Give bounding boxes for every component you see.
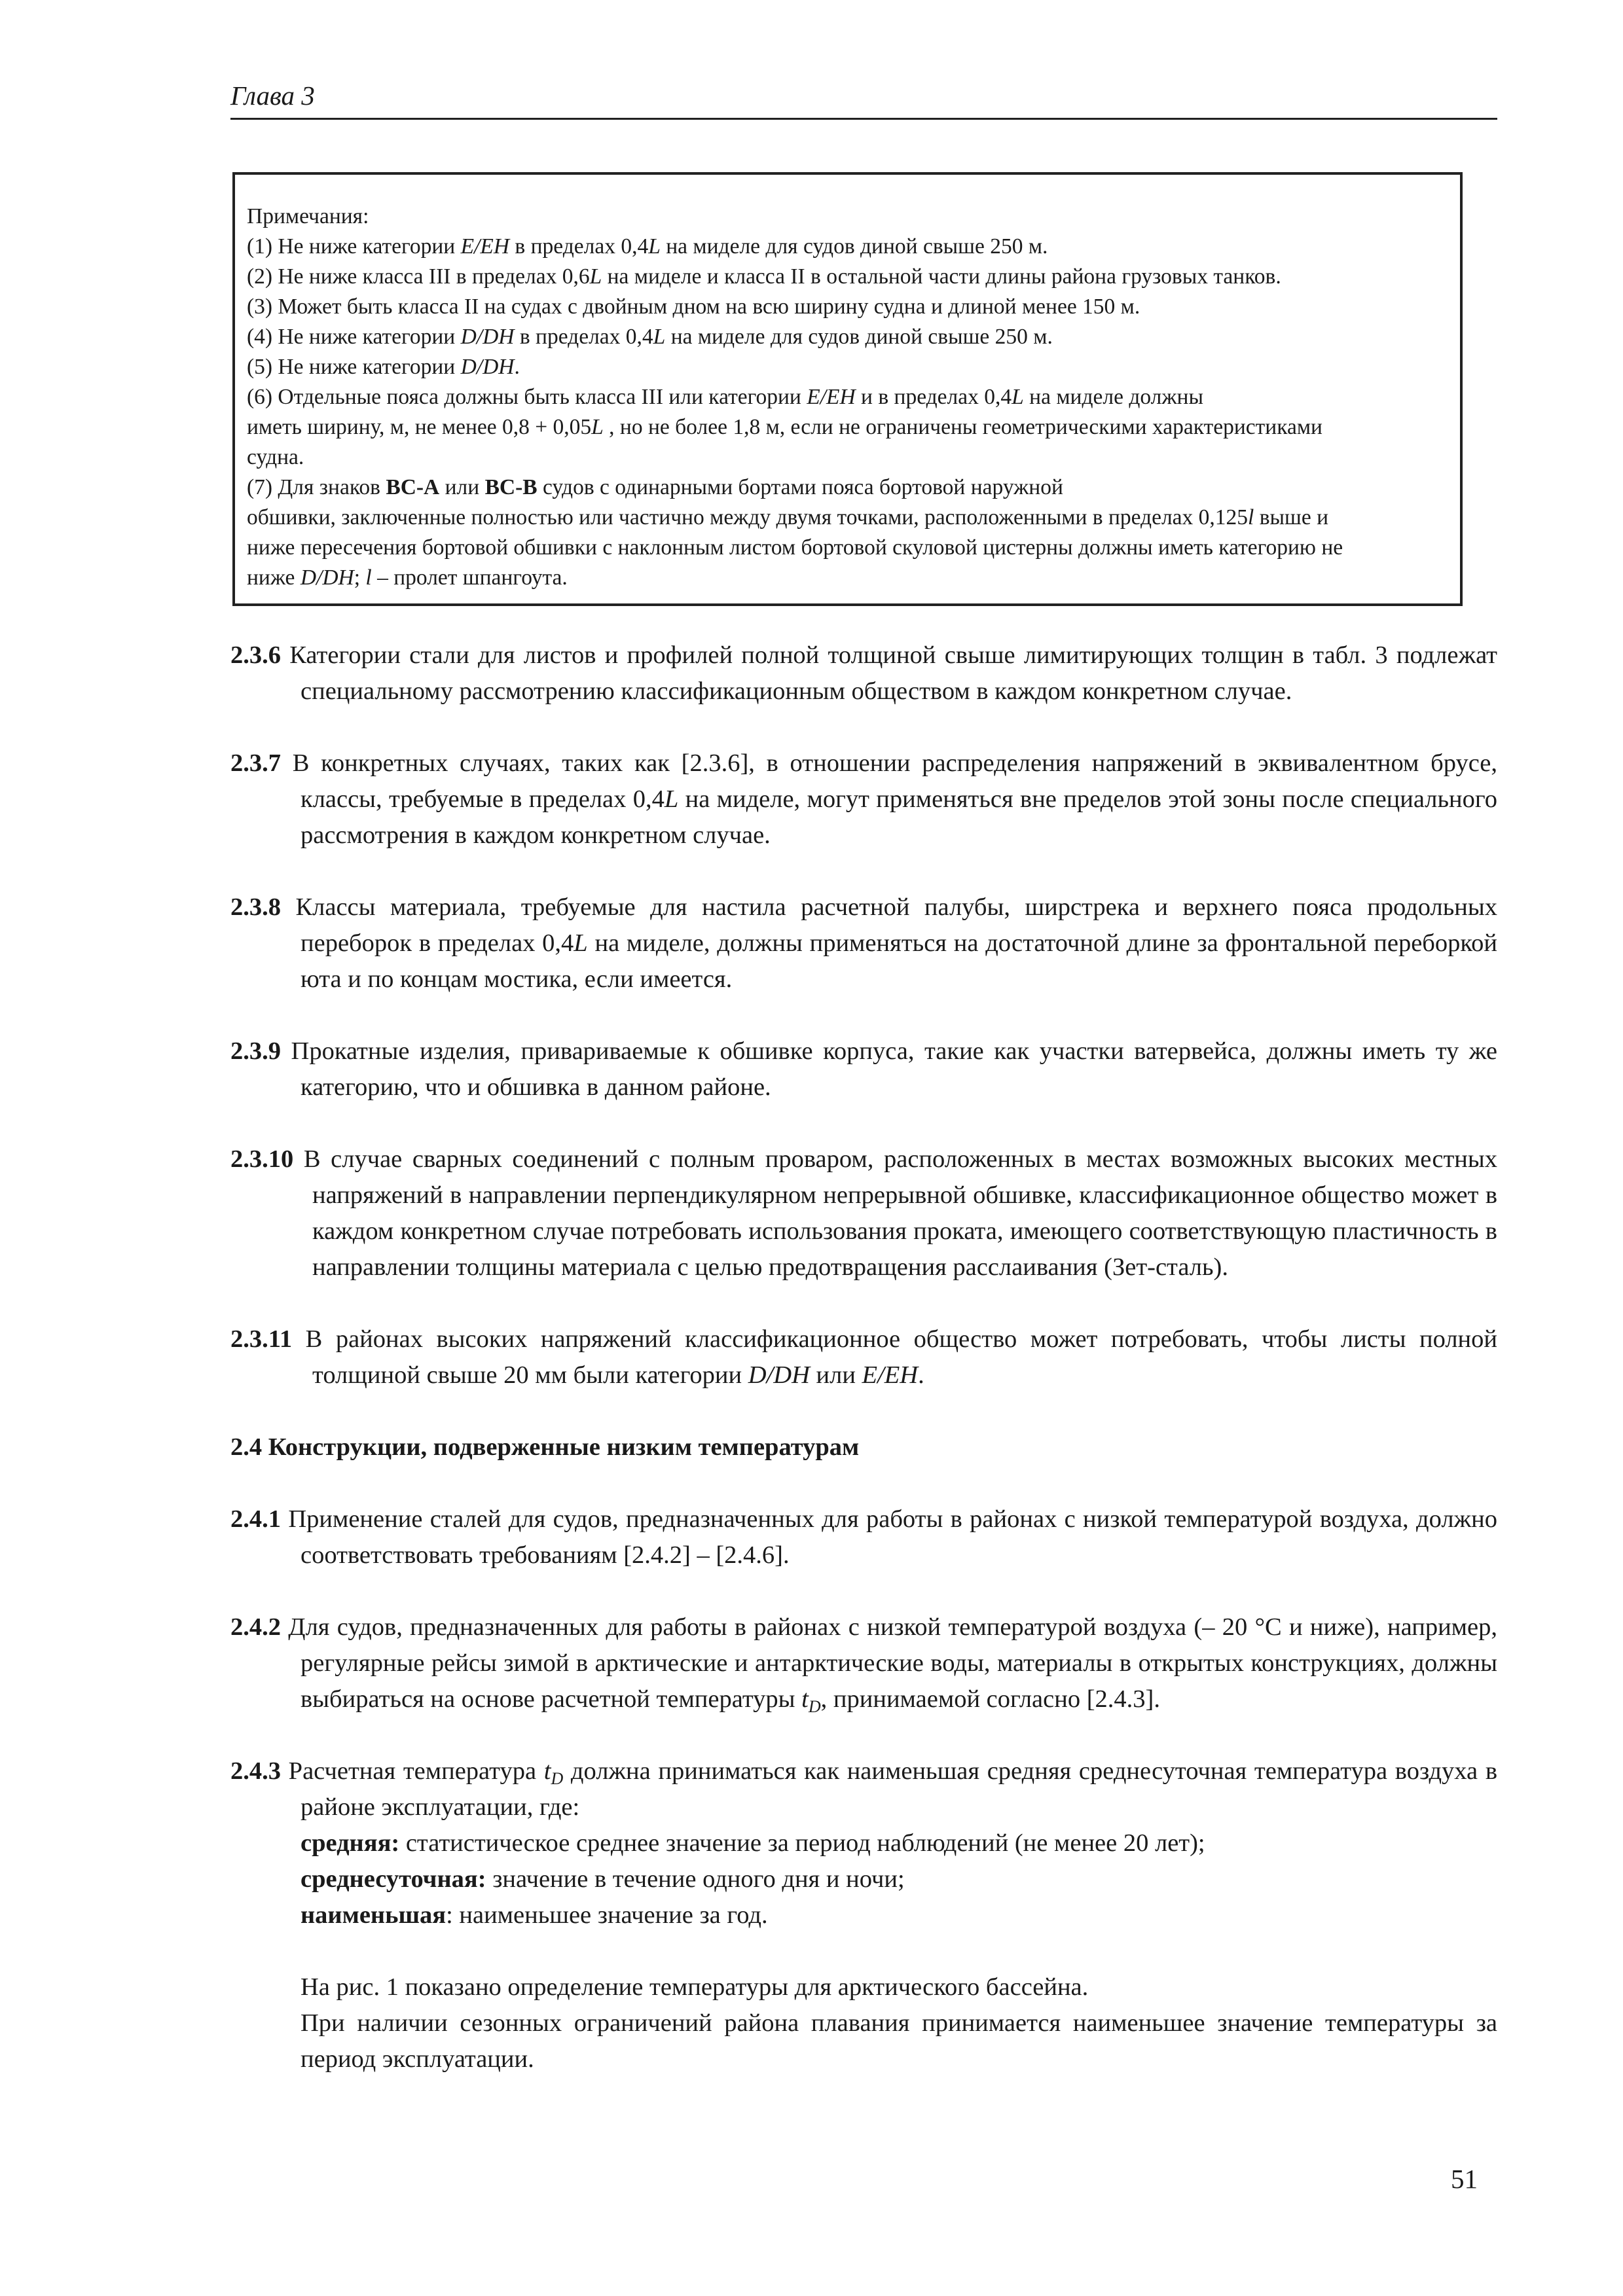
note-4: (4) Не ниже категории D/DH в пределах 0,4L на миделе для судов диной свыше 250 м. (247, 325, 1053, 349)
definition-mean: средняя: статистическое среднее значение за период наблюдений (не менее 20 лет); (301, 1829, 1205, 1857)
paragraph-2-3-8: 2.3.8 Классы материала, требуемые для настила расчетной палубы, ширстрека и верхнего пояса продольных переборок в пределах 0,4L на миделе, должны применяться на достаточной длине за фронтальной переборкой юта и по концам мостика, если имеется. (230, 893, 1497, 993)
paragraph-2-3-9: 2.3.9 Прокатные изделия, привариваемые к обшивке корпуса, такие как участки ватервейса, должны иметь ту же категорию, что и обшивка в данном районе. (230, 1037, 1497, 1101)
figure-reference: На рис. 1 показано определение температуры для арктического бассейна. (301, 1973, 1089, 2001)
page-header (230, 77, 1497, 120)
paragraph-2-3-6: 2.3.6 Категории стали для листов и профилей полной толщиной свыше лимитирующих толщин в табл. 3 подлежат специальному рассмотрению классификационным обществом в каждом конкретном случае. (230, 641, 1497, 705)
note-7-line-3: ниже пересечения бортовой обшивки с наклонным листом бортовой скуловой цистерны должны иметь категорию не (247, 535, 1343, 560)
note-7-line-4: ниже D/DH; l – пролет шпангоута. (247, 565, 568, 590)
header-rule (230, 118, 1497, 120)
figure-reference-block (230, 1969, 1497, 2077)
note-7-line-2: обшивки, заключенные полностью или частично между двумя точками, расположенными в пределах 0,125l выше и (247, 505, 1329, 529)
definition-daily-mean: среднесуточная: значение в течение одного дня и ночи; (301, 1865, 905, 1893)
note-6: (6) Отдельные пояса должны быть класса III или категории E/EH и в пределах 0,4L на миделе должны (247, 385, 1203, 409)
note-1: (1) Не ниже категории E/EH в пределах 0,4L на миделе для судов диной свыше 250 м. (247, 234, 1048, 259)
seasonal-note: При наличии сезонных ограничений района плавания принимается наименьшее значение температуры за период эксплуатации. (301, 2009, 1497, 2073)
page-number: 51 (1451, 2164, 1478, 2194)
paragraph-2-3-11: 2.3.11 В районах высоких напряжений классификационное общество может потребовать, чтобы листы полной толщиной свыше 20 мм были категории D/DH или E/EH. (230, 1325, 1497, 1389)
note-2: (2) Не ниже класса III в пределах 0,6L на миделе и класса II в остальной части длины района грузовых танков. (247, 264, 1281, 289)
chapter-title: Глава 3 (230, 81, 315, 111)
note-3: (3) Может быть класса II на судах с двойным дном на всю ширину судна и длиной менее 150 м. (247, 295, 1140, 319)
notes-box (232, 172, 1463, 606)
page-body (230, 637, 1497, 2077)
note-6-line-2: иметь ширину, м, не менее 0,8 + 0,05L , но не более 1,8 м, если не ограничены геометрическими характеристиками (247, 415, 1322, 439)
note-7: (7) Для знаков BC-A или BC-B судов с одинарными бортами пояса бортовой наружной (247, 475, 1063, 499)
note-6-line-3: судна. (247, 445, 304, 469)
definitions-list (230, 1825, 1497, 1933)
paragraph-2-4-2: 2.4.2 Для судов, предназначенных для работы в районах с низкой температурой воздуха (– 20 °С и ниже), например, регулярные рейсы зимой в арктические и антарктические воды, материалы в открытых конструкциях, должны выбираться на основе расчетной температуры $t_D$, принимаемой согласно [2.4.3]. (230, 1613, 1497, 1716)
notes-title: Примечания: (247, 204, 369, 228)
paragraph-2-4-3: 2.4.3 Расчетная температура $t_D$ должна приниматься как наименьшая средняя среднесуточная температура воздуха в районе эксплуатации, где: (230, 1757, 1497, 1821)
paragraph-2-3-10: 2.3.10 В случае сварных соединений с полным проваром, расположенных в местах возможных высоких местных напряжений в направлении перпендикулярном непрерывной обшивке, классификационное общество может в каждом конкретном случае потребовать использования проката, имеющего соответствующую пластичность в направлении толщины материала с целью предотвращения расслаивания (Зет-сталь). (230, 1145, 1497, 1281)
section-heading-2-4: 2.4 Конструкции, подверженные низким температурам (230, 1433, 860, 1461)
paragraph-2-3-7: 2.3.7 В конкретных случаях, таких как [2.3.6], в отношении распределения напряжений в эквивалентном брусе, классы, требуемые в пределах 0,4L на миделе, могут применяться вне пределов этой зоны после специального рассмотрения в каждом конкретном случае. (230, 749, 1497, 849)
paragraph-2-4-1: 2.4.1 Применение сталей для судов, предназначенных для работы в районах с низкой температурой воздуха, должно соответствовать требованиям [2.4.2] – [2.4.6]. (230, 1505, 1497, 1569)
definition-lowest: наименьшая: наименьшее значение за год. (301, 1901, 768, 1929)
note-5: (5) Не ниже категории D/DH. (247, 355, 520, 379)
